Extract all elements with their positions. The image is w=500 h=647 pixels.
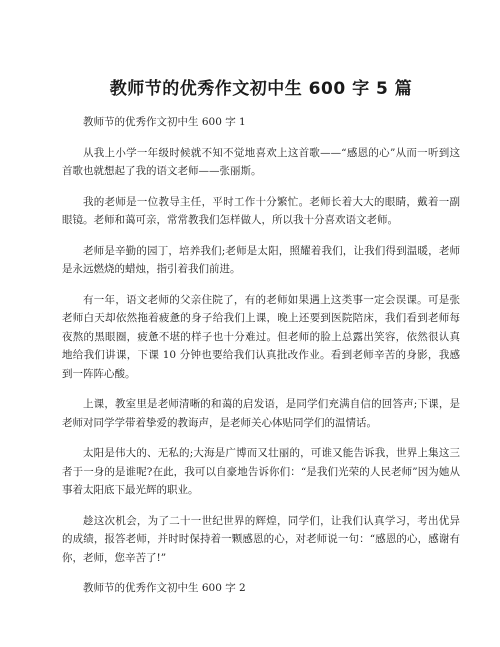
paragraph: 从我上小学一年级时候就不知不觉地喜欢上这首歌——“感恩的心”从而一听到这首歌也就想起了我的语文老师——张丽斯。 (62, 146, 460, 177)
essay-heading-2: 教师节的优秀作文初中生 600 字 2 (83, 582, 246, 594)
paragraph: 太阳是伟大的、无私的;大海是广博而又壮丽的，可谁又能告诉我，世界上集这三者于一身的是谁呢?在此，我可以自豪地告诉你们：“是我们光荣的人民老师”因为她从事着太阳底下最光辉的职业。 (62, 447, 460, 496)
document-body (62, 113, 460, 598)
paragraph: 我的老师是一位教导主任，平时工作十分繁忙。老师长着大大的眼睛，戴着一副眼镜。老师和蔼可亲，常常教我们怎样做人，所以我十分喜欢语文老师。 (62, 195, 460, 226)
paragraph: 有一年，语文老师的父亲住院了，有的老师如果遇上这类事一定会误课。可是张老师白天却依然拖着疲惫的身子给我们上课，晚上还要到医院陪床，我们看到老师每夜熬的黑眼圈，疲惫不堪的样子也十分难过。但老师的脸上总露出笑容，依然很认真地给我们讲课，下课 10 分钟也要给我们认真批改作业。看到老师辛苦的身影，我感到一阵阵心酸。 (62, 293, 460, 380)
document-title: 教师节的优秀作文初中生 600 字 5 篇 (109, 79, 413, 99)
paragraph: 趁这次机会，为了二十一世纪世界的辉煌，同学们，让我们认真学习，考出优异的成绩，报答老师，并时时保持着一颗感恩的心，对老师说一句：“感恩的心，感谢有你，老师，您辛苦了!” (62, 514, 460, 564)
paragraph: 上课，教室里是老师清晰的和蔼的启发语，是同学们充满自信的回答声;下课，是老师对同学学带着挚爱的教诲声，是老师关心体贴同学们的温情话。 (62, 398, 460, 429)
essay-heading-1: 教师节的优秀作文初中生 600 字 1 (83, 116, 246, 128)
paragraph: 老师是辛勤的园丁，培养我们;老师是太阳，照耀着我们，让我们得到温暖，老师是永远燃烧的蜡烛，指引着我们前进。 (62, 244, 460, 275)
